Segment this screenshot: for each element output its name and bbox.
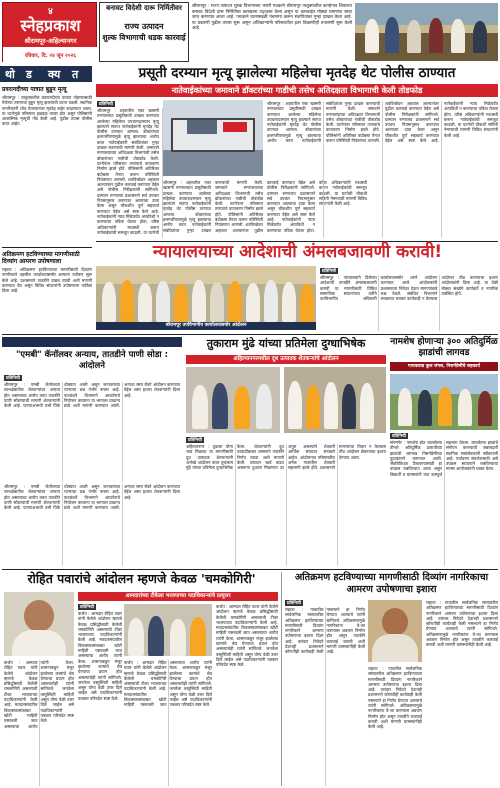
promo-line-1: बनावट विदेशी दारू निर्मितीवर xyxy=(106,4,182,12)
story3-body: अहिल्यानगर : दुधाला योग्य भाव मिळावा या मागणीसाठी दूध उत्पादक शेतकऱ्यांनी अनोखे आंदोलन करत तुकाराम मुंढे यांच्या प्रतिमेला दुग्धाभिषेक केला. शेतकऱ्यांनी दूध दरवाढीबाबत शासनाने तातडीने निर्णय घ्यावा अशी मागणी केली. उत्पादन खर्च वाढत असताना दुधाला मिळणारा दर अपुरा असल्याने शेतकरी आर्थिक संकटात सापडले आहेत. आंदोलनात परिसरातील अनेक गावांतील शेतकरी सहभागी झाले होते. प्रशासनाने मागण्यांचा विचार न केल्यास तीव्र आंदोलन छेडण्याचा इशारा देण्यात आला. xyxy=(186,444,386,471)
story1-body-right: श्रीरामपूर : शहरातील एका खासगी रुग्णालयात प्रसूतीसाठी दाखल करण्यात आलेल्या महिलेचा उपचारादरम्यान मृत्यू झाल्याने संतप्त नातेवाईकांनी मृतदेह थेट पोलीस ठाण्यात आणला. डॉक्टरांच्या हलगर्जीपणामुळे मृत्यू झाल्याचा आरोप करत नातेवाईकांनी संबंधितांवर गुन्हा दाखल करण्याची मागणी केली. जमावाने रुग्णालयाच्या अतिदक्षता विभागाची तसेच डॉक्टरांच्या गाडीची तोडफोड केली. घटनेनंतर परिसरात तणावाचे वातावरण निर्माण झाले होते. पोलिसांनी अतिरिक्त बंदोबस्त तैनात करून परिस्थिती नियंत्रणात आणली. शवविच्छेदन अहवाल आल्यानंतर पुढील कारवाई करण्यात येईल असे पोलीस निरीक्षकांनी सांगितले. दरम्यान रुग्णालय प्रशासनाने सर्व उपचार नियमानुसार करण्यात आल्याचा दावा केला असून चौकशीत पूर्ण सहकार्य करण्यात येईल असे स्पष्ट केले आहे. नातेवाईकांनी न्याय मिळेपर्यंत अंत्यविधी न करण्याचा पवित्रा घेतला होता. वरिष्ठ अधिकाऱ्यांनी मध्यस्थी करून नातेवाईकांची समजूत काढली. या घटनेची चौकशी समिती नेमण्याची मागणी विविध संघटनांनी केली आहे. xyxy=(267,101,498,144)
story3-tag: प्रतिनिधी xyxy=(188,438,202,443)
left-brief-1 xyxy=(2,86,92,244)
story7-tag: प्रतिनिधी xyxy=(287,601,301,606)
story3-banner-top xyxy=(2,337,182,347)
story4-tag: प्रतिनिधी xyxy=(6,376,20,381)
masthead xyxy=(0,0,500,64)
story5-headline: नामशेष होणाऱ्या ३०० अतिदुर्मिळ झाडांची लागवड xyxy=(390,337,498,358)
story6-body: कर्जत : आमदार रोहित पवार यांनी केलेले आंदोलन म्हणजे केवळ प्रसिद्धीसाठी केलेली चमकोगिरी असल्याची टीका भाजपाच्या पदाधिकाऱ्यांनी केली आहे. मतदारसंघातील विकासकामांबाबत खोटी माहिती पसरवली जात असल्याचा आरोप त्यांनी केला. शासनाकडून मंजूर झालेल्या कामांचे श्रेय घेण्याचा प्रयत्न होत असल्याचेही त्यांनी सांगितले. जनतेला वस्तुस्थिती माहिती असून योग्य वेळी उत्तर दिले जाईल असे पदाधिकाऱ्यांनी पत्रकार परिषदेत स्पष्ट केले. xyxy=(78,611,122,701)
story4-body: श्रीरामपूर : एमबी कॅनॉलच्या लाभक्षेत्रातील शेतकऱ्यांवर अन्याय होत असल्याचा आरोप करत तातडीने पाणी सोडण्याची मागणी शेतकऱ्यांनी केली आहे. पाण्याअभावी उभी पिके धोक्यात आली असून जनावरांच्या चाऱ्याचा प्रश्न गंभीर बनला आहे. पाटबंधारे विभागाने आवर्तनाचे नियोजन करताना या भागाला प्राधान्य द्यावे अशी मागणी करण्यात आली. अन्यथा रस्ता रोको आंदोलन करण्यात येईल असा इशारा शेतकऱ्यांनी दिला आहे. xyxy=(4,382,180,409)
strip-letter-3: क्य xyxy=(48,68,61,81)
story3-photo-left xyxy=(186,367,280,433)
story2-body: श्रीरामपूर : न्यायालयाने दिलेल्या आदेशाची तातडीने अंमलबजावणी करावी या मागणीसाठी विविध सामाजिक संघटनांच्या वतीने उपविभागीय अधिकारी कार्यालयासमोर धरणे आंदोलन करण्यात आले. आंदोलकांनी प्रशासनाला निवेदन देऊन मागण्यांकडे लक्ष वेधले. संबंधित विभागाने लवकरात लवकर कार्यवाही न केल्यास आंदोलन तीव्र करण्याचा इशारा आंदोलकांनी दिला आहे. या वेळी मोठ्या संख्येने कार्यकर्ते व नागरिक उपस्थित होते. xyxy=(320,275,498,302)
story6-photo-group xyxy=(124,604,212,656)
story7-body-right: राहाता : गावातील सार्वजनिक रस्त्यावरील अतिक्रमण हटविण्याच्या मागणीसाठी दिव्यांग नागरिकाने आमरण उपोषणाचा इशारा दिला आहे. वारंवार निवेदने देऊनही प्रशासनाने कोणतीही कार्यवाही केली नसल्याने हा निर्णय घेण्यात आल्याचे त्यांनी सांगितले. अतिक्रमणामुळे नागरिकांना ये-जा करण्यास अडचण निर्माण होत असून तातडीने कारवाई करावी अशी मागणी ग्रामस्थांनीही केली आहे. xyxy=(426,600,498,648)
story7-photo xyxy=(368,600,422,662)
story5-kicker: गायकवाड कुल जंगल, निसर्गप्रेमींचे सहकार्य xyxy=(390,362,498,371)
section-strip xyxy=(0,66,92,82)
story3-kicker: अहिल्यानगरमधील दूध उत्पादक शेतकऱ्यांचे आंदोलन xyxy=(186,355,386,364)
story4-headline: "एमबी" कॅनॉलवर अन्याय, तातडीने पाणी सोडा : आंदोलने xyxy=(16,350,168,371)
strip-letter-4: त xyxy=(72,68,79,81)
story1-body-cont: श्रीरामपूर : शहरातील एका खासगी रुग्णालयात प्रसूतीसाठी दाखल करण्यात आलेल्या महिलेचा उपचारादरम्यान मृत्यू झाल्याने संतप्त नातेवाईकांनी मृतदेह थेट पोलीस ठाण्यात आणला. डॉक्टरांच्या हलगर्जीपणामुळे मृत्यू झाल्याचा आरोप करत नातेवाईकांनी संबंधितांवर गुन्हा दाखल करण्याची मागणी केली. जमावाने रुग्णालयाच्या अतिदक्षता विभागाची तसेच डॉक्टरांच्या गाडीची तोडफोड केली. घटनेनंतर परिसरात तणावाचे वातावरण निर्माण झाले होते. पोलिसांनी अतिरिक्त बंदोबस्त तैनात करून परिस्थिती नियंत्रणात आणली. शवविच्छेदन अहवाल आल्यानंतर पुढील कारवाई करण्यात येईल असे पोलीस निरीक्षकांनी सांगितले. दरम्यान रुग्णालय प्रशासनाने सर्व उपचार नियमानुसार करण्यात आल्याचा दावा केला असून चौकशीत पूर्ण सहकार्य करण्यात येईल असे स्पष्ट केले आहे. नातेवाईकांनी न्याय मिळेपर्यंत अंत्यविधी न करण्याचा पवित्रा घेतला होता. वरिष्ठ अधिकाऱ्यांनी मध्यस्थी करून नातेवाईकांची समजूत काढली. या घटनेची चौकशी समिती नेमण्याची मागणी विविध संघटनांनी केली आहे. xyxy=(163,180,367,233)
masthead-photo xyxy=(355,3,498,61)
story3-headline: तुकाराम मुंढे यांच्या प्रतिमेला दुग्धाभिषेक xyxy=(206,337,366,350)
promo-line-3: शुल्क विभागाची धडक कारवाई xyxy=(102,33,186,42)
promo-box xyxy=(99,2,189,62)
left-brief-2-body: राहाता : अतिक्रमण हटविण्याच्या मागणीसाठी दिव्यांग नागरिकाने तहसील कार्यालयासमोर आमरण उपोषण सुरू केले आहे. प्रशासनाने तातडीने दखल घ्यावी अशी मागणी करण्यात येत असून विविध संघटनांनी उपोषणाला पाठिंबा दिला आहे. xyxy=(2,267,92,294)
issue-number: ४ xyxy=(48,7,53,17)
story3-photo-right xyxy=(284,367,386,433)
story5-photo xyxy=(390,374,498,430)
issue-date: रविवार, दि. २४ जून २०२६ xyxy=(25,53,76,59)
story6-body-bottom: कर्जत : आमदार रोहित पवार यांनी केलेले आंदोलन म्हणजे केवळ प्रसिद्धीसाठी केलेली चमकोगिरी असल्याची टीका भाजपाच्या पदाधिकाऱ्यांनी केली आहे. मतदारसंघातील विकासकामांबाबत खोटी माहिती पसरवली जात असल्याचा आरोप त्यांनी केला. शासनाकडून मंजूर झालेल्या कामांचे श्रेय घेण्याचा प्रयत्न होत असल्याचेही त्यांनी सांगितले. जनतेला वस्तुस्थिती माहिती असून योग्य वेळी उत्तर दिले जाईल असे पदाधिकाऱ्यांनी पत्रकार परिषदेत स्पष्ट केले. xyxy=(124,660,212,708)
story7-body-cont: राहाता : गावातील सार्वजनिक रस्त्यावरील अतिक्रमण हटविण्याच्या मागणीसाठी दिव्यांग नागरिकाने आमरण उपोषणाचा इशारा दिला आहे. वारंवार निवेदने देऊनही प्रशासनाने कोणतीही कार्यवाही केली नसल्याने हा निर्णय घेण्यात आल्याचे त्यांनी सांगितले. अतिक्रमणामुळे नागरिकांना ये-जा करण्यास अडचण निर्माण होत असून तातडीने कारवाई करावी अशी मागणी ग्रामस्थांनीही केली आहे. xyxy=(368,666,422,730)
story1-photo xyxy=(163,100,263,176)
story1-tag: प्रतिनिधी xyxy=(99,102,113,107)
story2-tag: प्रतिनिधी xyxy=(322,269,336,274)
promo-line-2: राज्य उत्पादन xyxy=(124,22,164,31)
story6-tag: प्रतिनिधी xyxy=(80,605,94,610)
story4-body-cont: श्रीरामपूर : एमबी कॅनॉलच्या लाभक्षेत्रातील शेतकऱ्यांवर अन्याय होत असल्याचा आरोप करत तातडीने पाणी सोडण्याची मागणी शेतकऱ्यांनी केली आहे. पाण्याअभावी उभी पिके धोक्यात आली असून जनावरांच्या चाऱ्याचा प्रश्न गंभीर बनला आहे. पाटबंधारे विभागाने आवर्तनाचे नियोजन करताना या भागाला प्राधान्य द्यावे अशी मागणी करण्यात आली. अन्यथा रस्ता रोको आंदोलन करण्यात येईल असा इशारा शेतकऱ्यांनी दिला आहे. xyxy=(4,484,180,511)
story5-tag: प्रतिनिधी xyxy=(392,434,406,439)
story5-body: संगमनेर : नामशेष होत चाललेल्या तीनशे अतिदुर्मिळ प्रजातींच्या झाडांची लागवड निसर्गप्रेमींच्या पुढाकाराने करण्यात आली. जैवविविधता टिकवण्यासाठी हा उपक्रम राबविण्यात आला असून विद्यार्थी व ग्रामस्थांनी यात उत्स्फूर्त सहभाग घेतला. लावलेल्या झाडांचे संगोपन करण्याची जबाबदारी स्थानिक स्वयंसेवकांनी स्वीकारली आहे. पर्यावरण संवर्धनासाठी असे उपक्रम सातत्याने राबविण्याचा मानस आयोजकांनी व्यक्त केला. xyxy=(390,440,498,477)
left-brief-2-title: अतिक्रमण हटविण्याच्या मागणीसाठी दिव्यांग आमरण उपोषणाला xyxy=(2,251,80,265)
masthead-logo xyxy=(2,2,97,62)
story6-body-right: कर्जत : आमदार रोहित पवार यांनी केलेले आंदोलन म्हणजे केवळ प्रसिद्धीसाठी केलेली चमकोगिरी असल्याची टीका भाजपाच्या पदाधिकाऱ्यांनी केली आहे. मतदारसंघातील विकासकामांबाबत खोटी माहिती पसरवली जात असल्याचा आरोप त्यांनी केला. शासनाकडून मंजूर झालेल्या कामांचे श्रेय घेण्याचा प्रयत्न होत असल्याचेही त्यांनी सांगितले. जनतेला वस्तुस्थिती माहिती असून योग्य वेळी उत्तर दिले जाईल असे पदाधिकाऱ्यांनी पत्रकार परिषदेत स्पष्ट केले. xyxy=(216,604,278,668)
story1-kicker: नातेवाईकांच्या जमावाने डॉक्टरांच्या गाडीची तसेच अतिदक्षता विभागाची केली तोडफोड xyxy=(96,84,498,97)
story2-headline: न्यायालयाच्या आदेशाची अंमलबजावणी करावी! xyxy=(152,242,443,262)
masthead-brief: श्रीरामपूर : राज्य उत्पादन शुल्क विभागाच्या भरारी पथकाने श्रीरामपूर तालुक्यातील कान्हेगाव शिवारात बनावट विदेशी दारू निर्मितीचा कारखाना उद्ध्वस्त केला असून या कारवाईत मोठ्या प्रमाणात साठा जप्त करण्यात आला आहे. पथकाने घटनास्थळी पंचनामा करून संशयितांवर गुन्हा दाखल केला आहे. या प्रकरणी पुढील तपास सुरू असून अधिकाऱ्यांनी परिसरातील इतर ठिकाणीही तपासणी सुरू केली आहे. xyxy=(192,4,352,32)
story6-body-left: कर्जत : आमदार रोहित पवार यांनी केलेले आंदोलन म्हणजे केवळ प्रसिद्धीसाठी केलेली चमकोगिरी असल्याची टीका भाजपाच्या पदाधिकाऱ्यांनी केली आहे. मतदारसंघातील विकासकामांबाबत खोटी माहिती पसरवली जात असल्याचा आरोप त्यांनी केला. शासनाकडून मंजूर झालेल्या कामांचे श्रेय घेण्याचा प्रयत्न होत असल्याचेही त्यांनी सांगितले. जनतेला वस्तुस्थिती माहिती असून योग्य वेळी उत्तर दिले जाईल असे पदाधिकाऱ्यांनी पत्रकार परिषदेत स्पष्ट केले. xyxy=(4,660,74,729)
left-brief-1-body: श्रीरामपूर : तालुक्यातील प्रवरानदीच्या पात्रात पोहण्यासाठी गेलेल्या तरुणाचा बुडून मृत्यू झाल्याची घटना घडली. स्थानिक नागरिकांनी शोध घेतल्यानंतर मृतदेह बाहेर काढण्यात आला. या घटनेमुळे परिसरात हळहळ व्यक्त होत असून पोलिसांनी आकस्मिक मृत्यूची नोंद केली आहे. पुढील तपास पोलीस करत आहेत. xyxy=(2,95,92,127)
strip-letter-2: ड xyxy=(26,68,32,81)
left-brief-1-title: प्रवरानदीच्या पात्रात बुडून मृत्यू xyxy=(2,86,67,93)
story7-body: राहाता : गावातील सार्वजनिक रस्त्यावरील अतिक्रमण हटविण्याच्या मागणीसाठी दिव्यांग नागरिकाने आमरण उपोषणाचा इशारा दिला आहे. वारंवार निवेदने देऊनही प्रशासनाने कोणतीही कार्यवाही केली नसल्याने हा निर्णय घेण्यात आल्याचे त्यांनी सांगितले. अतिक्रमणामुळे नागरिकांना ये-जा करण्यास अडचण निर्माण होत असून तातडीने कारवाई करावी अशी मागणी ग्रामस्थांनीही केली आहे. xyxy=(285,607,365,655)
story6-headline: रोहित पवारांचे आंदोलन म्हणजे केवळ 'चमकोगिरी' xyxy=(27,571,256,586)
paper-name: स्नेहप्रकाश xyxy=(20,16,81,35)
strip-letter-1: थो xyxy=(5,68,15,81)
story7-headline: अतिक्रमण हटविण्याच्या मागणीसाठी दिव्यांग नागरिकाचा आमरण उपोषणाचा इशारा xyxy=(294,572,489,595)
story2-caption: श्रीरामपूर उपविभागीय कार्यालयासमोर आंदोलन xyxy=(96,322,316,330)
story1-body: श्रीरामपूर : शहरातील एका खासगी रुग्णालयात प्रसूतीसाठी दाखल करण्यात आलेल्या महिलेचा उपचारादरम्यान मृत्यू झाल्याने संतप्त नातेवाईकांनी मृतदेह थेट पोलीस ठाण्यात आणला. डॉक्टरांच्या हलगर्जीपणामुळे मृत्यू झाल्याचा आरोप करत नातेवाईकांनी संबंधितांवर गुन्हा दाखल करण्याची मागणी केली. जमावाने रुग्णालयाच्या अतिदक्षता विभागाची तसेच डॉक्टरांच्या गाडीची तोडफोड केली. घटनेनंतर परिसरात तणावाचे वातावरण निर्माण झाले होते. पोलिसांनी अतिरिक्त बंदोबस्त तैनात करून परिस्थिती नियंत्रणात आणली. शवविच्छेदन अहवाल आल्यानंतर पुढील कारवाई करण्यात येईल असे पोलीस निरीक्षकांनी सांगितले. दरम्यान रुग्णालय प्रशासनाने सर्व उपचार नियमानुसार करण्यात आल्याचा दावा केला असून चौकशीत पूर्ण सहकार्य करण्यात येईल असे स्पष्ट केले आहे. नातेवाईकांनी न्याय मिळेपर्यंत अंत्यविधी न करण्याचा पवित्रा घेतला होता. वरिष्ठ अधिकाऱ्यांनी मध्यस्थी करून नातेवाईकांची समजूत काढली. या घटनेची xyxy=(97,108,159,235)
paper-city: श्रीरामपूर-अहिल्यानगर xyxy=(24,37,77,45)
story1-headline: प्रसूती दरम्यान मृत्यू झालेल्या महिलेचा मृतदेह थेट पोलीस ठाण्यात xyxy=(138,65,456,81)
story6-kicker: आमदारांच्या टीकेला भाजपाच्या पदाधिकाऱ्यांचे प्रत्युत्तर xyxy=(78,592,278,601)
left-brief-2 xyxy=(2,251,92,311)
story2-photo xyxy=(96,266,316,330)
story6-photo-portrait xyxy=(4,592,74,656)
